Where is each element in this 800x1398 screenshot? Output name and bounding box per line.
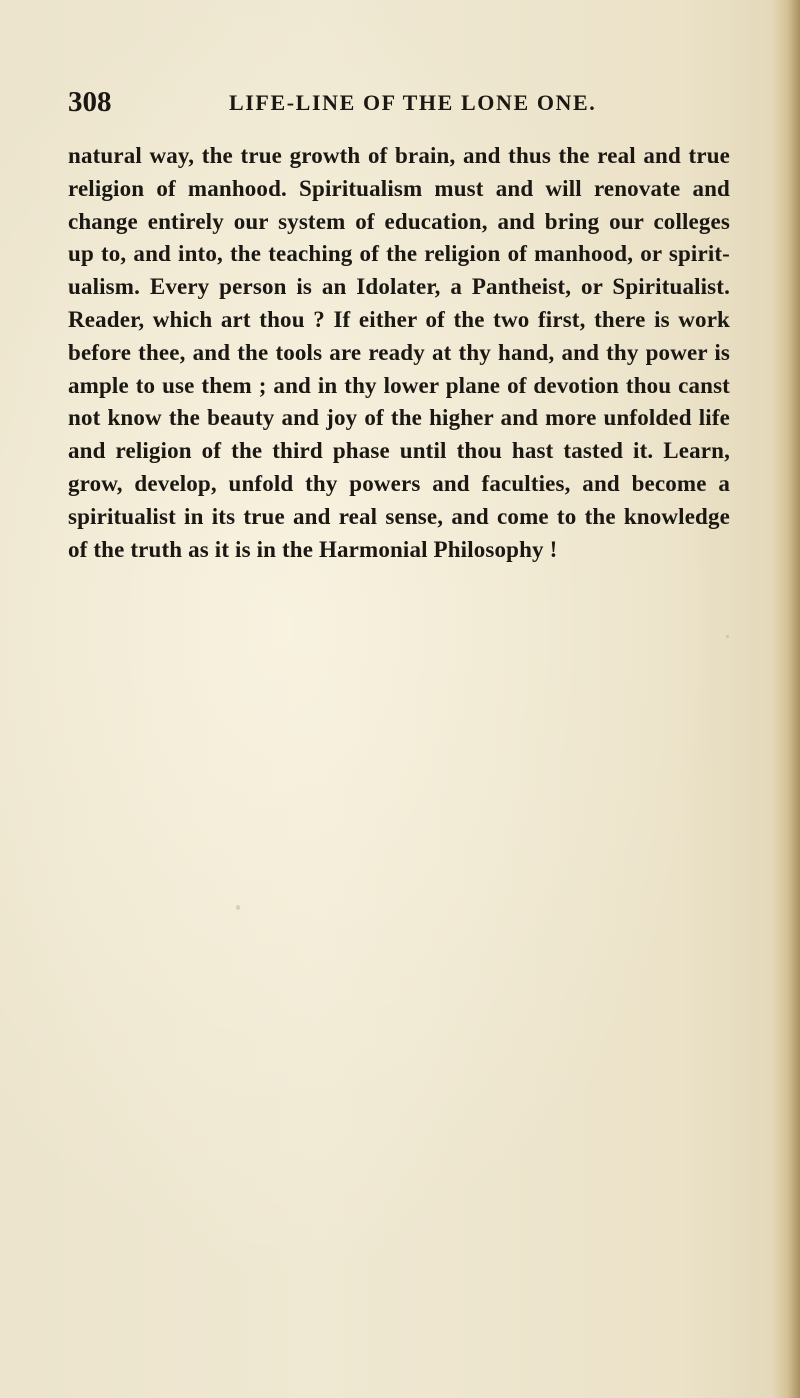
running-head: [68, 86, 728, 122]
text-line: religion of manhood. Spiritualism must and will renovate and: [68, 175, 730, 201]
paper-speck: [726, 635, 729, 638]
body-text: [68, 140, 730, 566]
paper-speck: [236, 905, 240, 910]
text-line: up to, and into, the teaching of the religion of manhood, or spirit-: [68, 241, 730, 267]
text-line: change entirely our system of education, and bring our colleges: [68, 208, 730, 234]
page-number: 308: [68, 86, 112, 118]
text-line: Reader, which art thou ? If either of the two first, there is work: [68, 306, 730, 332]
page-edge-shadow: [772, 0, 800, 1398]
running-head-title: LIFE-LINE OF THE LONE ONE.: [229, 90, 597, 115]
text-line: grow, develop, unfold thy powers and faculties, and become a: [68, 470, 730, 496]
text-line: before thee, and the tools are ready at thy hand, and thy power is: [68, 339, 730, 365]
text-line: ualism. Every person is an Idolater, a Pantheist, or Spiritualist.: [68, 274, 730, 300]
text-line: spiritualist in its true and real sense, and come to the knowledge: [68, 503, 730, 529]
text-line: not know the beauty and joy of the higher and more unfolded life: [68, 405, 730, 431]
text-line: natural way, the true growth of brain, and thus the real and true: [68, 143, 730, 168]
text-line-last: of the truth as it is in the Harmonial Philosophy !: [68, 536, 558, 562]
text-line: and religion of the third phase until thou hast tasted it. Learn,: [68, 438, 730, 464]
text-line: ample to use them ; and in thy lower plane of devotion thou canst: [68, 372, 730, 398]
